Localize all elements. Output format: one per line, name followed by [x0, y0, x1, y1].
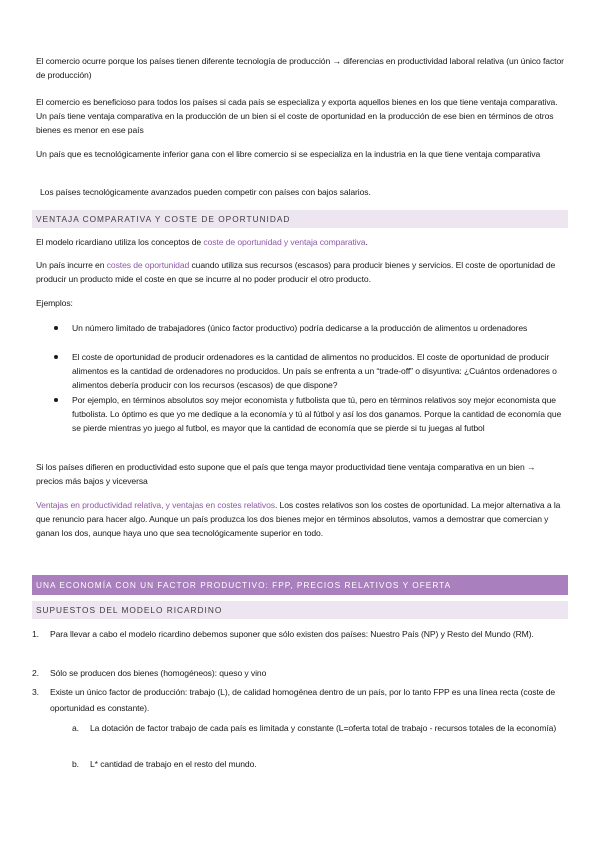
- intro-paragraph-3: Un país que es tecnológicamente inferior gana con el libre comercio si se especializa en la industria en la que tiene ventaja comparativa: [36, 149, 541, 159]
- section-heading-ventaja-comparativa: VENTAJA COMPARATIVA Y COSTE DE OPORTUNIDAD: [32, 210, 568, 228]
- text-run: El modelo ricardiano utiliza los conceptos de: [36, 237, 204, 247]
- highlight-term: Ventajas en productividad relativa, y ventajas en costes relativos: [36, 500, 275, 510]
- item-text: Sólo se producen dos bienes (homogéneos): queso y vino: [50, 668, 267, 678]
- bullet-item: Un número limitado de trabajadores (único factor productivo) podría dedicarse a la producción de alimentos u ordenadores: [72, 321, 564, 335]
- item-text: Existe un único factor de producción: trabajo (L), de calidad homogénea dentro de un país, por lo tanto FPP es una línea recta (coste de oportunidad es constante).: [50, 687, 556, 713]
- text-run: .: [365, 237, 368, 247]
- text-run: cuando utiliza sus recursos (escasos) para producir bienes y servicios. El coste de oportunidad de producir un producto mide el coste en que se incurre al no poder producir el otro producto.: [36, 260, 556, 284]
- intro-paragraph-1: El comercio ocurre porque los países tienen diferente tecnología de producción → diferencias en productividad laboral relativa (un único factor de producción): [36, 56, 564, 80]
- numbered-item: [32, 665, 564, 681]
- intro-paragraph-2: El comercio es beneficioso para todos los países si cada país se especializa y exporta aquellos bienes en los que tiene ventaja comparativa. Un país tiene ventaja comparativa en la producción de un bien si el coste de oportunidad en la producción de ese bien en términos de otros bienes es menor en ese país: [36, 97, 558, 135]
- numbered-item: [32, 684, 564, 716]
- item-text: L* cantidad de trabajo en el resto del mundo.: [90, 759, 257, 769]
- item-text: Para llevar a cabo el modelo ricardino debemos suponer que sólo existen dos países: Nuestro País (NP) y Resto del Mundo (RM).: [50, 629, 534, 639]
- item-text: La dotación de factor trabajo de cada país es limitada y constante (L=oferta total de trabajo - recursos totales de la economía): [90, 723, 557, 733]
- item-letter: a.: [72, 723, 79, 733]
- text-run: . Los costes relativos son los costes de oportunidad. La mejor alternativa a la que renuncio para hacer algo. Aunque un país produzca los dos bienes mejor en términos absolutos, vamos a demostrar que comercian y ganan los dos, aunque haya uno que sea tecnológicamente superior en todo.: [36, 500, 561, 538]
- item-number: 3.: [32, 687, 39, 697]
- text-run: Un país incurre en: [36, 260, 107, 270]
- section-heading-supuestos: SUPUESTOS DEL MODELO RICARDINO: [32, 601, 568, 619]
- item-letter: b.: [72, 759, 79, 769]
- section1-paragraph-3: Si los países difieren en productividad esto supone que el país que tenga mayor productividad tiene ventaja comparativa en un bien → precios más bajos y viceversa: [36, 462, 536, 486]
- highlight-term: costes de oportunidad: [106, 260, 190, 270]
- item-number: 1.: [32, 629, 39, 639]
- section1-paragraph-4: [36, 498, 564, 540]
- examples-label: Ejemplos:: [36, 298, 73, 308]
- intro-paragraph-4: Los países tecnológicamente avanzados pueden competir con países con bajos salarios.: [40, 187, 371, 197]
- sub-item: [72, 756, 564, 772]
- highlight-term: coste de oportunidad y ventaja comparativa: [203, 237, 366, 247]
- item-number: 2.: [32, 668, 39, 678]
- bullet-item: El coste de oportunidad de producir ordenadores es la cantidad de alimentos no producidos. El coste de oportunidad de producir alimentos es la cantidad de ordenadores no producidos. Un país se enfrenta a un “trade-off” o disyuntiva: ¿Cuántos ordenadores o alimentos debería producir con los recursos (escasos) de que dispone?: [72, 350, 564, 392]
- numbered-item: [32, 626, 564, 642]
- section1-paragraph-2: [36, 258, 564, 286]
- sub-item: [72, 720, 564, 736]
- section-heading-una-economia: UNA ECONOMÍA CON UN FACTOR PRODUCTIVO: FPP, PRECIOS RELATIVOS Y OFERTA: [32, 575, 568, 595]
- bullet-item: Por ejemplo, en términos absolutos soy mejor economista y futbolista que tú, pero en términos relativos soy mejor economista que futbolista. Lo óptimo es que yo me dedique a la economía y tú al fútbol y así los dos ganamos. Porque la cantidad de economía que se pierde mientras yo juego al futbol, es mayor que la cantidad de economía que se pierde si tu juegas al futbol: [72, 393, 564, 435]
- section1-paragraph-1: [36, 235, 564, 249]
